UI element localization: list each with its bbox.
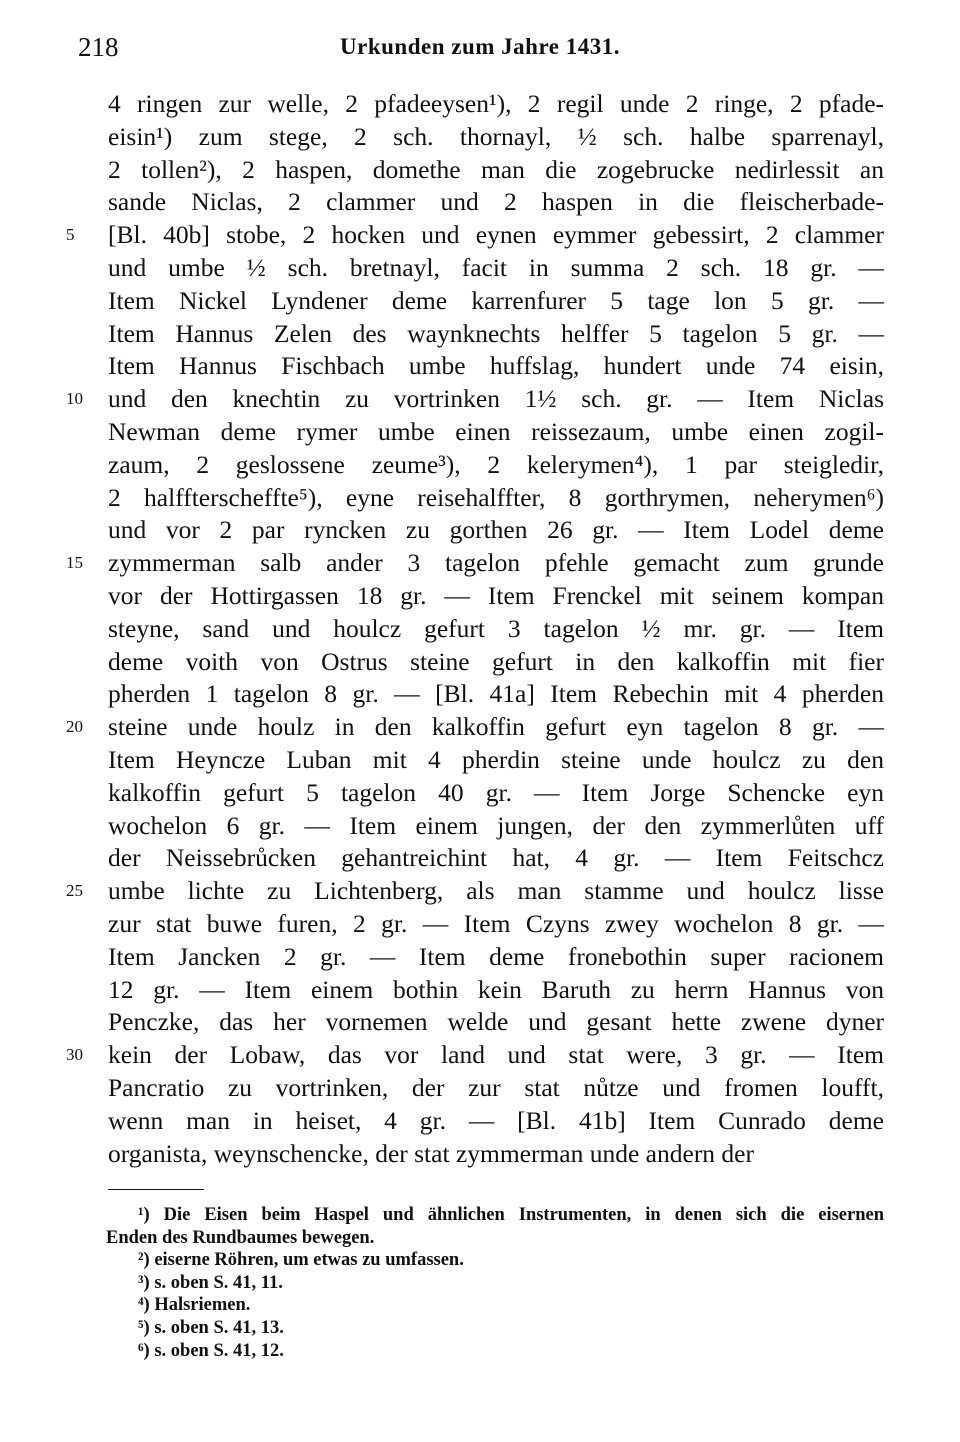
text-line: und umbe ½ sch. bretnayl, facit in summa 2 sch. 18 gr. — bbox=[108, 252, 884, 282]
text-line: umbe lichte zu Lichtenberg, als man stamme und houlcz lisse bbox=[108, 876, 884, 906]
text-line: wochelon 6 gr. — Item einem jungen, der den zymmerlůten uff bbox=[108, 810, 884, 840]
text-line: sande Niclas, 2 clammer und 2 haspen in die fleischerbade- bbox=[108, 187, 884, 217]
page-number: 218 bbox=[78, 32, 119, 62]
text-line: Item Hannus Fischbach umbe huffslag, hundert unde 74 eisin, bbox=[108, 351, 884, 381]
text-line: steine unde houlz in den kalkoffin gefurt eyn tagelon 8 gr. — bbox=[108, 712, 884, 742]
footnote-rule bbox=[108, 1189, 204, 1190]
text-line: vor der Hottirgassen 18 gr. — Item Frenckel mit seinem kompan bbox=[108, 580, 884, 610]
line-number-15: 15 bbox=[66, 553, 83, 572]
text-line: pherden 1 tagelon 8 gr. — [Bl. 41a] Item Rebechin mit 4 pherden bbox=[108, 679, 884, 709]
text-line: Newman deme rymer umbe einen reissezaum, umbe einen zogil- bbox=[108, 416, 884, 446]
text-line: Item Jancken 2 gr. — Item deme fronebothin super racionem bbox=[108, 941, 884, 971]
text-line: wenn man in heiset, 4 gr. — [Bl. 41b] Item Cunrado deme bbox=[108, 1105, 884, 1135]
text-line: Pancratio zu vortrinken, der zur stat nůtze und fromen loufft, bbox=[108, 1072, 884, 1102]
line-number-10: 10 bbox=[66, 389, 83, 408]
text-line: Item Hannus Zelen des waynknechts helffer 5 tagelon 5 gr. — bbox=[108, 318, 884, 348]
text-line: Item Heyncze Luban mit 4 pherdin steine unde houlcz zu den bbox=[108, 744, 884, 774]
text-line: organista, weynschencke, der stat zymmerman unde andern der bbox=[108, 1138, 754, 1168]
text-line: und den knechtin zu vortrinken 1½ sch. gr. — Item Niclas bbox=[108, 384, 884, 414]
text-line: Item Nickel Lyndener deme karrenfurer 5 tage lon 5 gr. — bbox=[108, 285, 884, 315]
text-line: 2 tollen²), 2 haspen, domethe man die zogebrucke nedirlessit an bbox=[108, 154, 884, 184]
text-line: zymmerman salb ander 3 tagelon pfehle gemacht zum grunde bbox=[108, 548, 884, 578]
text-line: 12 gr. — Item einem bothin kein Baruth zu herrn Hannus von bbox=[108, 974, 884, 1004]
footnote-2: ²) eiserne Röhren, um etwas zu umfassen. bbox=[138, 1250, 464, 1271]
footnote-1-continued: Enden des Rundbaumes bewegen. bbox=[106, 1227, 375, 1248]
footnote-5: ⁵) s. oben S. 41, 13. bbox=[138, 1317, 284, 1338]
text-line: zur stat buwe furen, 2 gr. — Item Czyns zwey wochelon 8 gr. — bbox=[108, 908, 884, 938]
footnote-6: ⁶) s. oben S. 41, 12. bbox=[138, 1340, 284, 1361]
main-text bbox=[108, 88, 884, 1170]
text-line: steyne, sand und houlcz gefurt 3 tagelon ½ mr. gr. — Item bbox=[108, 613, 884, 643]
text-line: eisin¹) zum stege, 2 sch. thornayl, ½ sch. halbe sparrenayl, bbox=[108, 121, 884, 151]
line-number-5: 5 bbox=[66, 225, 75, 244]
footnotes bbox=[108, 1204, 884, 1362]
text-line: 4 ringen zur welle, 2 pfadeeysen¹), 2 regil unde 2 ringe, 2 pfade- bbox=[108, 89, 884, 118]
line-number-20: 20 bbox=[66, 717, 83, 736]
text-line: kalkoffin gefurt 5 tagelon 40 gr. — Item Jorge Schencke eyn bbox=[108, 777, 884, 807]
line-number-25: 25 bbox=[66, 881, 83, 900]
line-number-30: 30 bbox=[66, 1045, 83, 1064]
text-line: zaum, 2 geslossene zeume³), 2 kelerymen⁴), 1 par steigledir, bbox=[108, 449, 884, 479]
text-line: der Neissebrůcken gehantreichint hat, 4 gr. — Item Feitschcz bbox=[108, 843, 884, 873]
text-line: kein der Lobaw, das vor land und stat were, 3 gr. — Item bbox=[108, 1040, 884, 1070]
running-head: Urkunden zum Jahre 1431. bbox=[340, 34, 620, 59]
text-line: 2 halffterscheffte⁵), eyne reisehalffter, 8 gorthrymen, neherymen⁶) bbox=[108, 482, 884, 512]
footnote-1: ¹) Die Eisen beim Haspel und ähnlichen Instrumenten, in denen sich die eisernen bbox=[138, 1205, 884, 1225]
footnote-3: ³) s. oben S. 41, 11. bbox=[138, 1272, 283, 1293]
text-line: Penczke, das her vornemen welde und gesant hette zwene dyner bbox=[108, 1007, 884, 1037]
footnote-4: ⁴) Halsriemen. bbox=[138, 1295, 251, 1316]
text-line: [Bl. 40b] stobe, 2 hocken und eynen eymmer gebessirt, 2 clammer bbox=[108, 220, 884, 250]
text-line: deme voith von Ostrus steine gefurt in den kalkoffin mit fier bbox=[108, 646, 884, 676]
text-line: und vor 2 par ryncken zu gorthen 26 gr. — Item Lodel deme bbox=[108, 515, 884, 545]
